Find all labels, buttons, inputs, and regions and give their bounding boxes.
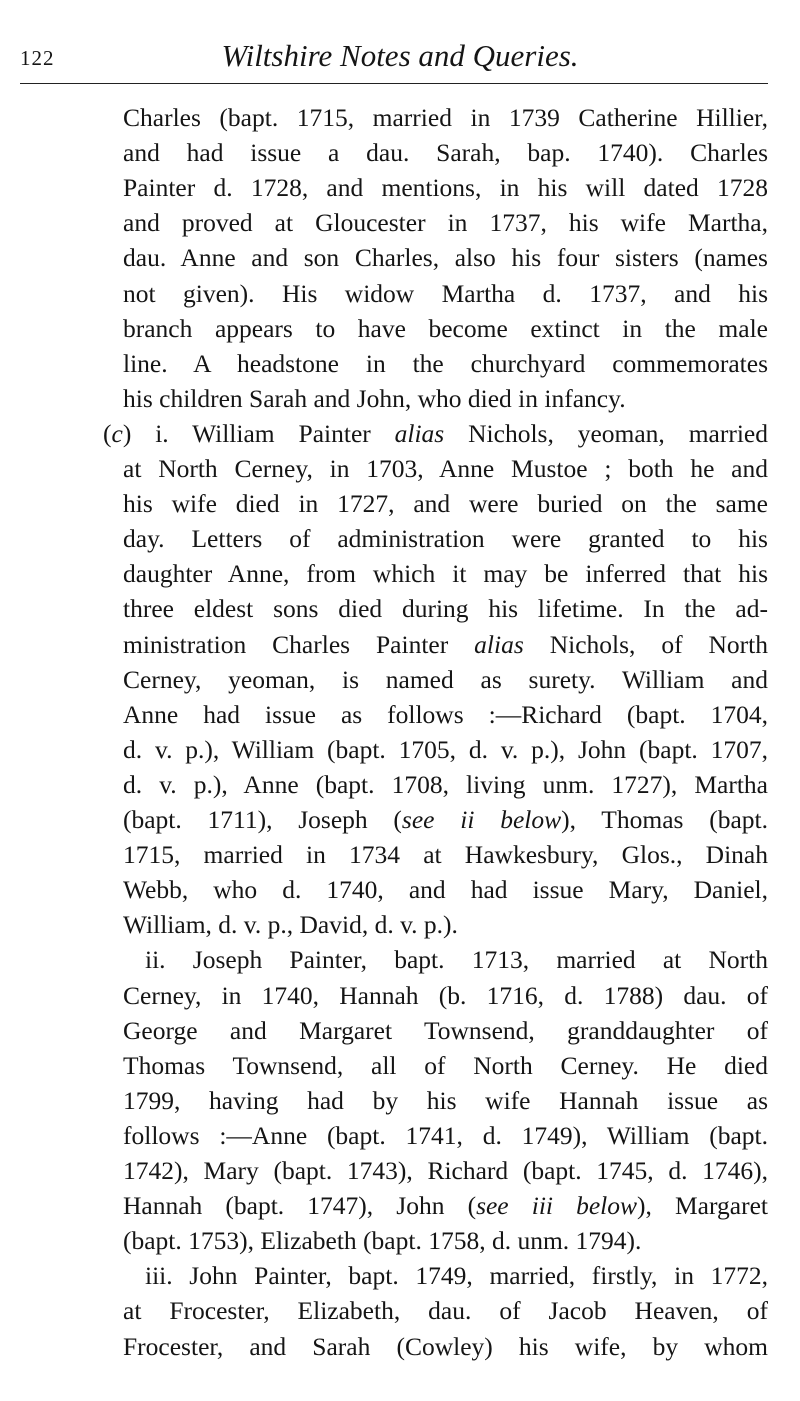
text-segment: (bapt. 1711), Joseph (	[123, 805, 402, 834]
text-segment: ), Margaret	[637, 1191, 768, 1221]
text-segment: Cerney, yeoman, is named as surety. William and	[123, 664, 768, 694]
text-segment: ) i. William Painter	[122, 418, 395, 448]
text-segment: day. Letters of administration were granted to his	[123, 524, 768, 554]
text-segment: branch appears to have become extinct in the male	[123, 313, 768, 343]
italic-text: alias	[474, 629, 524, 659]
text-segment: George and Margaret Townsend, granddaughter of	[123, 1015, 768, 1045]
text-segment: d. v. p.), Anne (bapt. 1708, living unm. 1727), Martha	[123, 769, 768, 799]
text-line	[123, 697, 768, 732]
text-line	[123, 1013, 768, 1048]
text-segment: Hannah (bapt. 1747), John (	[123, 1191, 477, 1221]
text-line	[123, 837, 768, 872]
text-line	[123, 1153, 768, 1188]
text-segment: line. A headstone in the churchyard commemorates	[123, 348, 768, 378]
text-segment: 1742), Mary (bapt. 1743), Richard (bapt. 1745, d. 1746),	[123, 1156, 768, 1185]
text-segment: Anne had issue as follows :—Richard (bapt. 1704,	[123, 699, 768, 729]
text-line	[123, 1083, 768, 1118]
text-line	[123, 732, 768, 767]
text-segment: ), Thomas (bapt.	[561, 805, 768, 834]
text-segment: at North Cerney, in 1703, Anne Mustoe ; both he and	[123, 454, 768, 483]
text-segment: and proved at Gloucester in 1737, his wife Martha,	[123, 208, 768, 238]
running-title: Wiltshire Notes and Queries.	[221, 38, 579, 73]
text-line	[123, 907, 768, 942]
text-line	[123, 662, 768, 697]
text-line	[123, 276, 768, 311]
text-segment: his wife died in 1727, and were buried on the same	[123, 489, 768, 519]
text-line	[123, 802, 768, 837]
text-segment: three eldest sons died during his lifetime. In the ad-	[123, 594, 768, 624]
text-line	[123, 205, 768, 240]
text-line	[123, 486, 768, 521]
text-line	[145, 1258, 768, 1293]
text-line	[145, 942, 768, 977]
text-segment: Webb, who d. 1740, and had issue Mary, Daniel,	[123, 875, 768, 905]
text-segment: daughter Anne, from which it may be inferred that his	[123, 559, 768, 589]
text-line	[123, 381, 768, 416]
text-line	[103, 416, 768, 451]
text-segment: Frocester, and Sarah (Cowley) his wife, by whom	[123, 1331, 768, 1361]
text-segment: 1715, married in 1734 at Hawkesbury, Glos., Dinah	[123, 840, 768, 870]
text-line	[123, 451, 768, 486]
text-line	[123, 767, 768, 802]
text-line	[123, 1048, 768, 1083]
text-line	[123, 556, 768, 591]
text-line	[123, 627, 768, 662]
text-segment: Nichols, of North	[523, 629, 768, 659]
text-segment: dau. Anne and son Charles, also his four sisters (names	[123, 243, 768, 273]
text-segment: Thomas Townsend, all of North Cerney. He died	[123, 1050, 768, 1080]
text-segment: Nichols, yeoman, married	[444, 418, 768, 448]
text-segment: (bapt. 1753), Elizabeth (bapt. 1758, d. unm. 1794).	[123, 1226, 642, 1256]
text-line	[123, 521, 768, 556]
text-segment: William, d. v. p., David, d. v. p.).	[123, 910, 458, 940]
text-line	[123, 135, 768, 170]
text-segment: Charles (bapt. 1715, married in 1739 Catherine Hillier,	[123, 103, 768, 132]
text-segment: 1799, having had by his wife Hannah issue as	[123, 1085, 768, 1115]
text-segment: (	[103, 418, 112, 448]
text-line	[123, 591, 768, 626]
text-line	[123, 1293, 768, 1328]
text-segment: not given). His widow Martha d. 1737, and his	[123, 278, 768, 308]
header-rule	[20, 83, 768, 84]
text-segment: d. v. p.), William (bapt. 1705, d. v. p.), John (bapt. 1707,	[123, 734, 768, 764]
italic-text: alias	[394, 418, 445, 448]
italic-text: see ii below	[401, 805, 562, 834]
text-segment: follows :—Anne (bapt. 1741, d. 1749), William (bapt.	[123, 1120, 768, 1150]
text-line	[123, 1329, 768, 1364]
italic-text: c	[111, 418, 123, 448]
text-segment: Cerney, in 1740, Hannah (b. 1716, d. 1788) dau. of	[123, 980, 768, 1010]
text-line	[123, 978, 768, 1013]
italic-text: see iii below	[476, 1191, 638, 1221]
text-line	[123, 346, 768, 381]
text-line	[123, 1188, 768, 1223]
text-line	[123, 240, 768, 275]
text-segment: at Frocester, Elizabeth, dau. of Jacob Heaven, of	[123, 1296, 768, 1326]
text-segment: ii. Joseph Painter, bapt. 1713, married at North	[145, 945, 768, 975]
text-segment: iii. John Painter, bapt. 1749, married, firstly, in 1772,	[145, 1261, 768, 1291]
text-line	[123, 1118, 768, 1153]
text-segment: and had issue a dau. Sarah, bap. 1740). Charles	[123, 138, 768, 168]
text-line	[123, 311, 768, 346]
text-line	[123, 170, 768, 205]
text-segment: his children Sarah and John, who died in infancy.	[123, 383, 626, 413]
text-segment: ministration Charles Painter	[123, 629, 475, 659]
text-segment: Painter d. 1728, and mentions, in his will dated 1728	[123, 173, 768, 203]
text-line	[123, 872, 768, 907]
page-number: 122	[20, 46, 55, 70]
text-line	[123, 100, 768, 135]
text-line	[123, 1223, 768, 1258]
